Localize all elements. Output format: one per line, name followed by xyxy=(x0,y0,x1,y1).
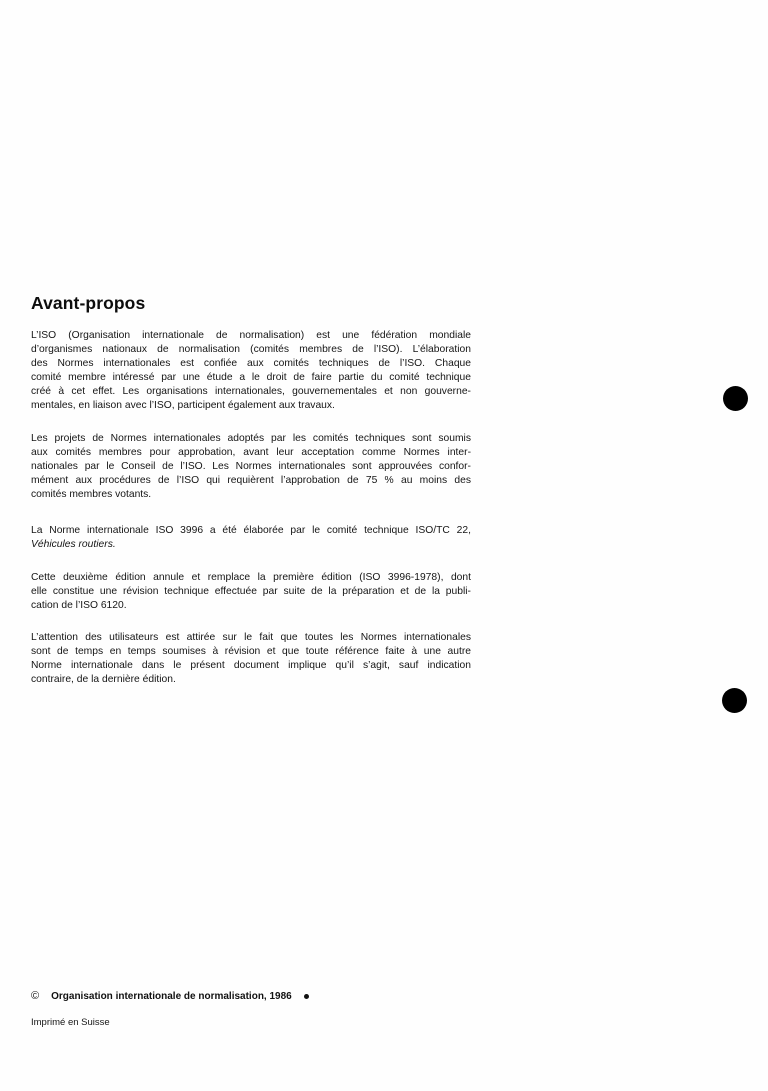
printed-in-label: Imprimé en Suisse xyxy=(31,1017,110,1028)
text-line: aux comités membres pour approbation, avant leur acceptation comme Normes inter- xyxy=(31,447,471,458)
text-line-committee-title: Véhicules routiers. xyxy=(31,539,116,550)
text-line: comité membre intéressé par une étude a le droit de faire partie du comité technique xyxy=(31,372,471,383)
text-line: créé à cet effet. Les organisations internationales, gouvernementales et non gouverne- xyxy=(31,386,471,397)
text-line: sont de temps en temps soumises à révision et que toute référence faite à une autre xyxy=(31,646,471,657)
text-line: contraire, de la dernière édition. xyxy=(31,674,176,685)
paragraph-edition-note xyxy=(31,571,471,613)
text-line: elle constitue une révision technique effectuée par suite de la préparation et de la publi- xyxy=(31,586,471,597)
text-line: La Norme internationale ISO 3996 a été élaborée par le comité technique ISO/TC 22, xyxy=(31,525,471,536)
bullet-icon xyxy=(304,994,309,999)
text-line: d’organismes nationaux de normalisation (comités membres de l’ISO). L’élaboration xyxy=(31,344,471,355)
text-line: Cette deuxième édition annule et remplace la première édition (ISO 3996-1978), dont xyxy=(31,572,471,583)
copyright-icon: © xyxy=(31,990,40,1002)
text-line: mément aux procédures de l’ISO qui requièrent l’approbation de 75 % au moins des xyxy=(31,475,471,486)
paragraph-revision-notice xyxy=(31,631,471,687)
text-line: cation de l’ISO 6120. xyxy=(31,600,127,611)
punch-hole-icon xyxy=(723,386,748,411)
paragraph-approval-process xyxy=(31,432,471,502)
paragraph-iso-overview xyxy=(31,329,471,413)
text-line: nationales par le Conseil de l’ISO. Les Normes internationales sont approuvées confor- xyxy=(31,461,471,472)
text-line: Les projets de Normes internationales adoptés par les comités techniques sont soumis xyxy=(31,433,471,444)
punch-hole-icon xyxy=(722,688,747,713)
text-line: mentales, en liaison avec l’ISO, participent également aux travaux. xyxy=(31,400,335,411)
text-line: comités membres votants. xyxy=(31,489,152,500)
text-line: Norme internationale dans le présent document implique qu’il s’agit, sauf indication xyxy=(31,660,471,671)
paragraph-standard-origin xyxy=(31,524,471,552)
copyright-notice xyxy=(31,990,309,1002)
page-title: Avant-propos xyxy=(31,293,146,313)
text-line: L’attention des utilisateurs est attirée sur le fait que toutes les Normes internationales xyxy=(31,632,471,643)
text-line: L’ISO (Organisation internationale de normalisation) est une fédération mondiale xyxy=(31,330,471,341)
copyright-text: Organisation internationale de normalisation, 1986 xyxy=(51,990,292,1002)
text-line: des Normes internationales est confiée aux comités techniques de l’ISO. Chaque xyxy=(31,358,471,369)
